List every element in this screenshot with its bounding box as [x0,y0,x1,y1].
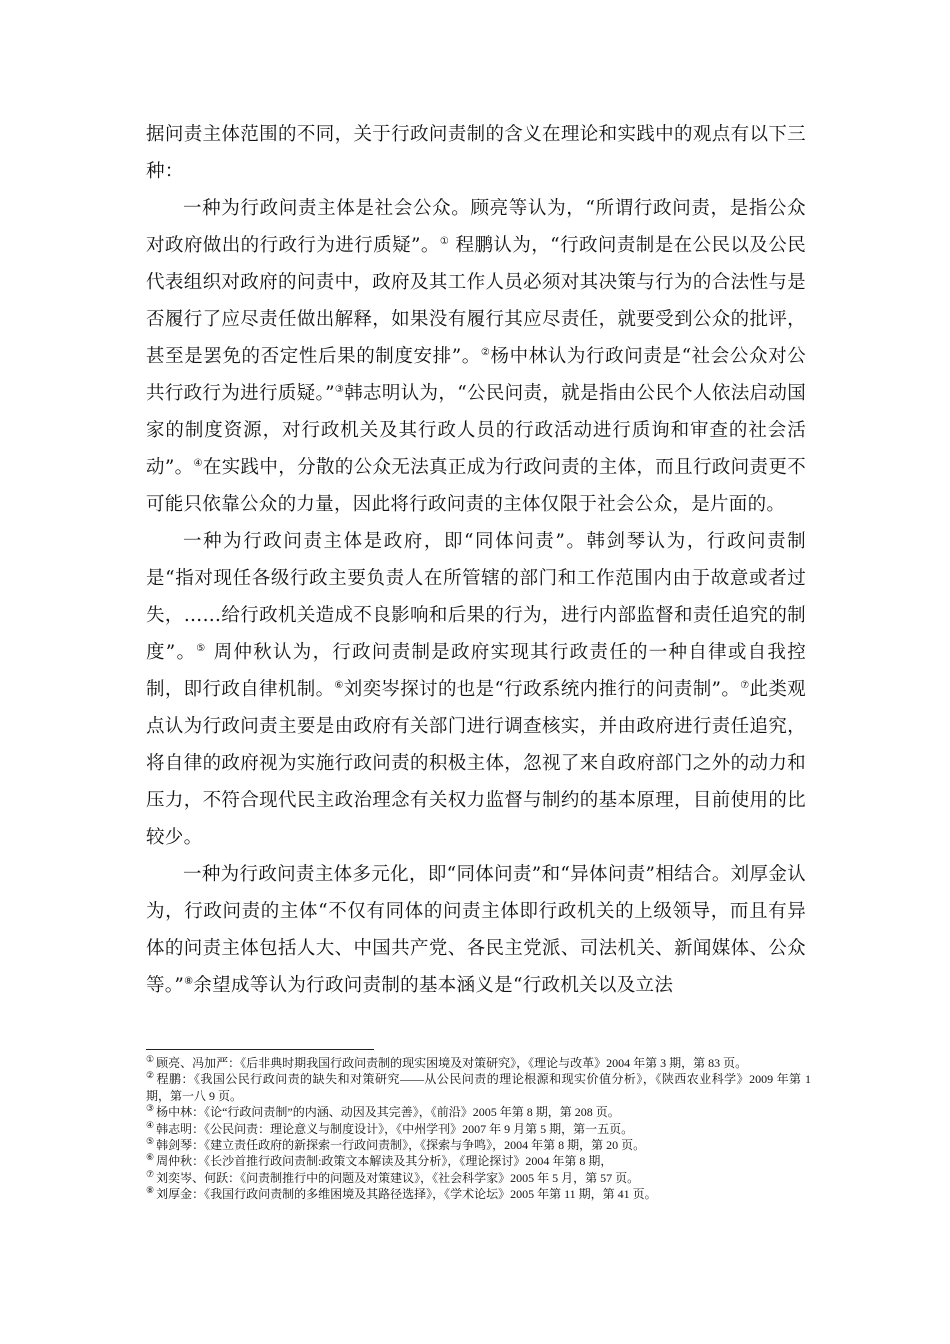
footnote-mark: ⑧ [146,1185,155,1196]
footnote-reference: ⑧ [184,975,194,987]
paragraph-text: 韩志明认为，“公民问责，就是指由公民个人依法启动国家的制度资源，对行政机关及其行政人员的行政活动进行质询和审查的社会活动”。 [146,383,806,478]
footnote-separator [146,1049,374,1050]
footnote [146,1170,811,1186]
footnote-text: 顾亮、冯加严：《后非典时期我国行政问责制的现实困境及对策研究》，《理论与改革》2004 年第 3 期，第 83 页。 [156,1056,748,1070]
footnote-mark: ⑦ [146,1168,155,1179]
paragraph-text: 据问责主体范围的不同，关于行政问责制的含义在理论和实践中的观点有以下三种： [146,124,806,182]
footnote [146,1137,811,1153]
footnote [146,1055,811,1071]
footnote-reference: ⑤ [196,642,207,654]
footnote-text: 刘奕岑、何跃：《问责制推行中的问题及对策建议》，《社会科学家》2005 年 5 月，第 57 页。 [156,1170,640,1185]
footnote-mark: ⑥ [146,1152,155,1163]
footnote-text: 周仲秋：《长沙首推行政问责制:政策文本解读及其分析》，《理论探讨》2004 年第 8 期， [156,1154,613,1169]
paragraph-text: 此类观点认为行政问责主要是由政府有关部门进行调查核实，并由政府进行责任追究，将自律的政府视为实施行政问责的积极主体，忽视了来自政府部门之外的动力和压力，不符合现代民主政治理念有关权力监督与制约的基本原理，目前使用的比较少。 [146,679,806,848]
paragraph-text: 一种为行政问责主体是社会公众。顾亮等认为，“所谓行政问责，是指公众对政府做出的行政行为进行质疑”。 [146,198,806,256]
paragraph-text: 周仲秋认为，行政问责制是政府实现其行政责任的一种自律或自我控制，即行政自律机制。 [146,642,807,700]
paragraph-text: 程鹏认为，“行政问责制是在公民以及公民代表组织对政府的问责中，政府及其工作人员必须对其决策与行为的合法性与是否履行了应尽责任做出解释，如果没有履行其应尽责任，就要受到公众的批评，甚至是罢免的否定性后果的制度安排”。 [146,235,807,367]
footnote-text: 刘厚金：《我国行政问责制的多维困境及其路径选择》，《学术论坛》2005 年第 11 期，第 41 页。 [156,1187,657,1202]
paragraph-text: 杨中林认为行政问责是“社会公众对公共行政行为进行质疑。” [146,346,807,404]
footnote-text: 韩剑琴：《建立责任政府的新探索一行政问责制》，《探索与争鸣》，2004 年第 8 期，第 20 页。 [156,1138,646,1153]
footnote-text: 韩志明：《公民问责：理论意义与制度设计》，《中州学刊》2007 年 9 月第 5 期，第一五页。 [156,1121,634,1136]
footnote-mark: ⑤ [146,1136,155,1147]
paragraph [146,116,806,190]
paragraph-text: 一种为行政问责主体多元化，即“同体问责”和“异体问责”相结合。刘厚金认为，行政问责的主体“不仅有同体的问责主体即行政机关的上级领导，而且有异体的问责主体包括人大、中国共产党、各民主党派、司法机关、新闻媒体、公众等。” [146,864,806,996]
footnote-text: 杨中林：《论“行政问责制”的内涵、动因及其完善》，《前沿》2005 年第 8 期，第 208 页。 [156,1105,620,1120]
footnotes [146,1055,811,1203]
footnote-mark: ① [146,1054,155,1064]
footnote-reference: ③ [334,383,345,395]
footnote [146,1121,811,1137]
footnote-reference: ⑥ [334,679,344,691]
footnote [146,1186,811,1202]
footnote [146,1153,811,1169]
footnote-reference: ⑦ [740,679,750,691]
footnote-mark: ④ [146,1119,155,1130]
footnote-mark: ③ [146,1103,155,1114]
footnote-reference: ② [480,346,491,358]
footnote [146,1071,811,1104]
body-text [146,116,806,1004]
footnote-mark: ② [146,1070,155,1081]
footnote-reference: ① [439,235,450,247]
paragraph-text: 刘奕岑探讨的也是“行政系统内推行的问责制”。 [343,679,741,700]
footnote-text: 程鹏：《我国公民行政问责的缺失和对策研究——从公民问责的理论根源和现实价值分析》，《陕西农业科学》2009 年第 1 期，第一八 9 页。 [146,1072,811,1103]
footnote [146,1104,811,1120]
paragraph [146,190,806,523]
footnote-reference: ④ [193,457,203,469]
paragraph-text: 在实践中，分散的公众无法真正成为行政问责的主体，而且行政问责更不可能只依靠公众的力量，因此将行政问责的主体仅限于社会公众，是片面的。 [146,457,807,515]
paragraph [146,523,806,856]
paragraph [146,856,806,1004]
paragraph-text: 一种为行政问责主体是政府，即“同体问责”。韩剑琴认为，行政问责制是“指对现任各级行政主要负责人在所管辖的部门和工作范围内由于故意或者过失，……给行政机关造成不良影响和后果的行为，进行内部监督和责任追究的制度”。 [146,531,806,663]
paragraph-text: 余望成等认为行政问责制的基本涵义是“行政机关以及立法 [193,975,674,996]
